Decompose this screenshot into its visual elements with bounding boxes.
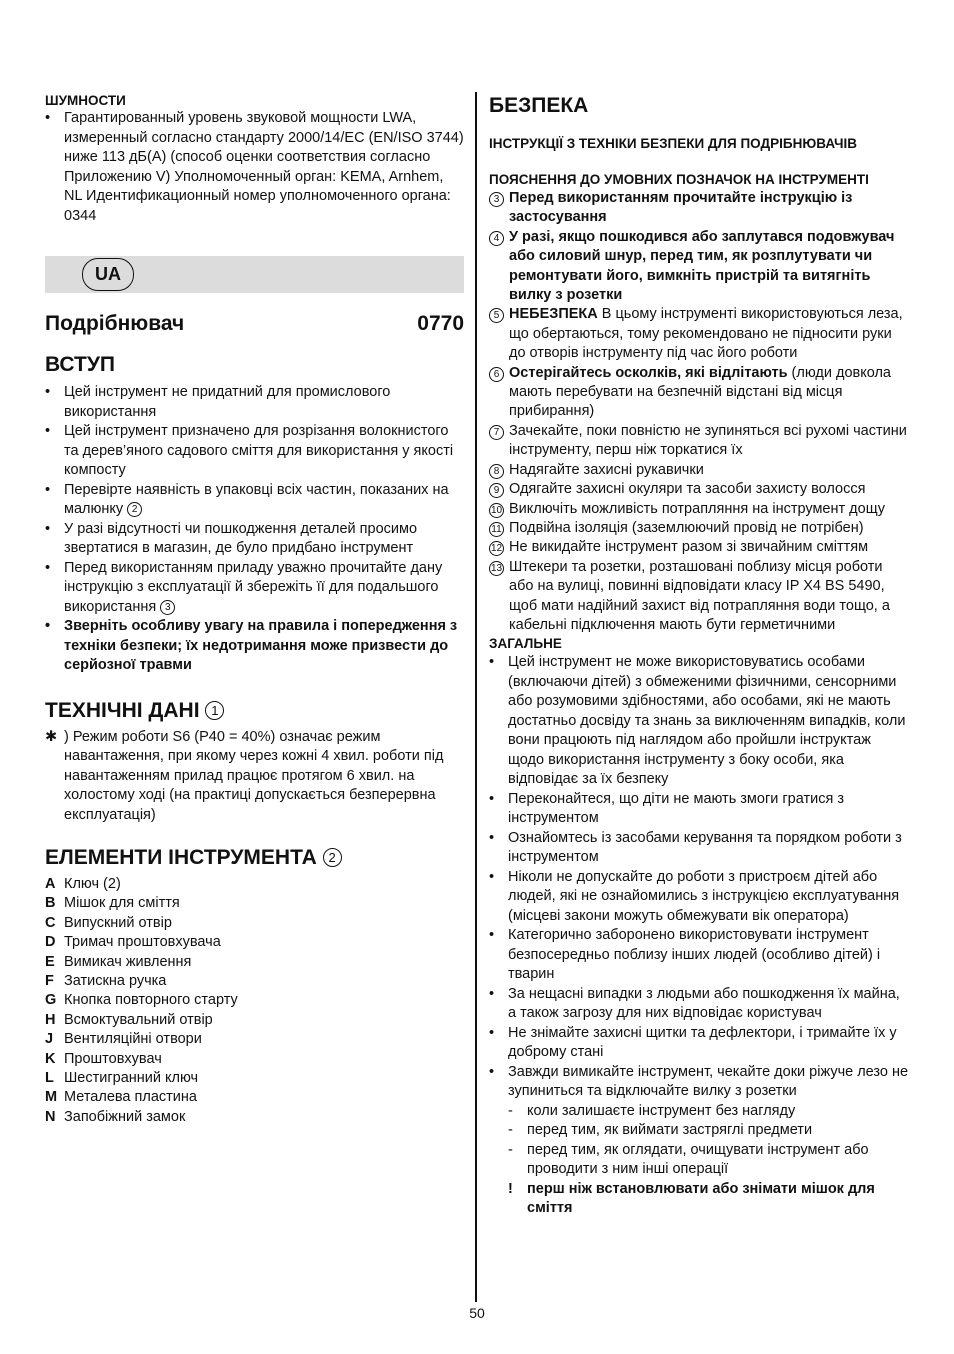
part-item <box>45 1088 464 1107</box>
part-item <box>45 953 464 972</box>
general-list <box>489 653 910 1102</box>
intro-bullet <box>45 559 464 618</box>
symbol-text: Штекери та розетки, розташовані поблизу місця роботи або на вулиці, повинні відповідати класу IP X4 BS 5490, щоб мати надійний захист від потрапляння води тощо, а кабельні підключення мають бути герметичними <box>509 558 890 633</box>
general-bullet: • Категорично заборонено використовувати інструмент безпосередньо поблизу інших людей (особливо дітей) і тварин <box>489 926 910 985</box>
symbol-text: Не викидайте інструмент разом зі звичайним сміттям <box>509 539 869 556</box>
part-item <box>45 1108 464 1127</box>
intro-bullet-text: Перевірте наявність в упаковці всіх частин, показаних на малюнку <box>64 481 449 517</box>
part-label: Всмоктувальний отвір <box>64 1011 213 1028</box>
tech-section <box>45 697 464 826</box>
intro-bold-bullet: • Зверніть особливу увагу на правила і попередження з техніки безпеки; їх недотримання може призвести до серйозної травми <box>45 617 464 676</box>
part-item <box>45 875 464 894</box>
symbol-item <box>489 558 910 636</box>
symbol-text: Подвійна ізоляція (заземлюючий провід не потрібен) <box>509 519 864 536</box>
intro-section <box>45 351 464 676</box>
symbol-item <box>489 500 910 519</box>
symbol-number: 10 <box>490 504 503 516</box>
general-bullet: • Ознайомтесь із засобами керування та порядком роботи з інструментом <box>489 829 910 868</box>
symbols-subheading: ПОЯСНЕННЯ ДО УМОВНИХ ПОЗНАЧОК НА ІНСТРУМЕНТІ <box>489 172 869 187</box>
part-key: G <box>45 992 57 1009</box>
part-label: Запобіжний замок <box>64 1108 186 1125</box>
part-key: F <box>45 973 54 990</box>
elements-heading-text: ЕЛЕМЕНТИ ІНСТРУМЕНТА <box>45 846 317 869</box>
part-label: Ключ (2) <box>64 876 121 892</box>
figure-ref: 3 <box>160 600 175 615</box>
symbol-item <box>489 422 910 461</box>
part-label: Шестигранний ключ <box>64 1070 199 1087</box>
noise-heading: ШУМНОСТИ <box>45 93 126 108</box>
part-label: Вентиляційні отвори <box>64 1031 202 1048</box>
tech-data-text <box>45 728 464 826</box>
safety-subheading: ІНСТРУКЦІЇ З ТЕХНІКИ БЕЗПЕКИ ДЛЯ ПОДРІБНЮВАЧІВ <box>489 136 858 151</box>
general-subsection <box>489 1102 910 1219</box>
part-label: Випускний отвір <box>64 914 172 931</box>
symbol-item <box>489 480 910 499</box>
general-bullet: • Ніколи не допускайте до роботи з пристроєм дітей або людей, які не ознайомились з інструкцією експлуатування (місцеві закони можуть обмежувати вік оператора) <box>489 868 910 927</box>
symbol-number: 4 <box>489 231 504 246</box>
part-key: K <box>45 1050 56 1067</box>
symbol-item <box>489 189 910 228</box>
language-badge: UA <box>82 258 134 291</box>
product-header <box>45 311 464 337</box>
part-item <box>45 1069 464 1088</box>
symbol-item <box>489 228 910 306</box>
symbol-item <box>489 461 910 480</box>
symbol-number: 5 <box>489 308 504 323</box>
symbol-number: 7 <box>489 425 504 440</box>
part-label: Проштовхувач <box>64 1050 162 1067</box>
symbol-number: 3 <box>489 192 504 207</box>
figure-ref: 2 <box>323 848 342 867</box>
tech-heading-text: ТЕХНІЧНІ ДАНІ <box>45 698 200 722</box>
symbol-bold-text: Остерігайтесь осколків, які відлітають <box>509 364 788 381</box>
general-heading: ЗАГАЛЬНЕ <box>489 636 562 652</box>
warning-text: перш ніж встановлювати або знімати мішок для сміття <box>527 1180 875 1217</box>
part-key: C <box>45 914 56 931</box>
safety-heading: БЕЗПЕКА <box>489 94 589 117</box>
part-key: J <box>45 1031 54 1048</box>
symbol-number: 13 <box>490 562 503 574</box>
general-bullet: • Завжди вимикайте інструмент, чекайте доки ріжуче лезо не зупиниться та відключайте вилку з розетки <box>489 1063 910 1102</box>
page-number: 50 <box>469 1305 485 1321</box>
part-item <box>45 914 464 933</box>
general-sub-item: - коли залишаєте інструмент без нагляду <box>508 1102 910 1122</box>
symbol-text: Виключіть можливість потрапляння на інструмент дощу <box>509 500 886 517</box>
part-item <box>45 933 464 952</box>
elements-heading <box>45 844 464 872</box>
parts-list <box>45 875 464 1127</box>
intro-bullet-text: Перед використанням приладу уважно прочитайте дану інструкцію з експлуатації й збережіть її для подальшого використання <box>64 559 443 615</box>
part-label: Металева пластина <box>64 1089 197 1106</box>
general-bullet: • За нещасні випадки з людьми або пошкодження їх майна, а також загрозу для них відповідає користувач <box>489 985 910 1024</box>
part-key: N <box>45 1108 56 1125</box>
product-name: Подрібнювач <box>45 312 185 335</box>
intro-bullet: • Цей інструмент призначено для розрізання волокнистого та дерев’яного садового сміття для використання у якості компосту <box>45 422 464 481</box>
symbol-text: Надягайте захисні рукавички <box>509 461 704 478</box>
symbol-text: Одягайте захисні окуляри та засоби захисту волосся <box>509 481 866 498</box>
symbol-bold-text: Перед використанням прочитайте інструкцію із застосування <box>509 190 853 226</box>
symbol-number: 9 <box>489 483 504 498</box>
part-key: H <box>45 1011 56 1028</box>
symbols-list <box>489 189 910 635</box>
part-key: A <box>45 876 56 892</box>
part-key: E <box>45 953 55 970</box>
general-sub-item: - перед тим, як виймати застряглі предмети <box>508 1121 910 1141</box>
symbol-item <box>489 305 910 363</box>
noise-text: • Гарантированный уровень звуковой мощности LWA, измеренный согласно стандарту 2000/14/EC (EN/ISO 3744) ниже 113 дБ(A) (способ оценки соответствия согласно Приложению V) Уполномоченный орган: KEMA, Arnhem, NL Идентификационный номер уполномоченного органа: 0344 <box>45 109 464 226</box>
general-bullet: • Цей інструмент не може використовуватись особами (включаючи дітей) з обмеженими фізичними, сенсорними або розумовими здібностями, або особами, які не мають достатньо досвіду та знань за виключенням випадків, коли вони працюють під наглядом або пройшли інструктаж щодо використання інструменту з боку особи, яка відповідає за їх безпеку <box>489 653 910 790</box>
general-bullet: • Переконайтеся, що діти не мають змоги гратися з інструментом <box>489 790 910 829</box>
symbol-item <box>489 519 910 538</box>
right-column <box>489 92 910 1219</box>
symbol-text: (люди довкола мають перебувати на безпечній відстані від місця прибирання) <box>509 364 891 420</box>
symbol-bold-text: У разі, якщо пошкодився або заплутався подовжувач або силовий шнур, перед тим, як розплутувати чи ремонтувати його, вимкніть пристрій та витягніть вилку з розетки <box>509 228 895 304</box>
noise-list <box>45 109 464 226</box>
symbol-item <box>489 364 910 422</box>
symbol-number: 12 <box>490 543 503 555</box>
general-sub-list <box>508 1102 910 1180</box>
part-label: Тримач проштовхувача <box>64 934 221 951</box>
symbol-number: 11 <box>489 522 504 537</box>
product-code: 0770 <box>417 312 464 335</box>
tech-heading <box>45 697 464 725</box>
part-label: Мішок для сміття <box>64 895 180 912</box>
symbol-text: Зачекайте, поки повністю не зупиняться всі рухомі частини інструменту, перш ніж торкатися їх <box>509 422 907 459</box>
symbol-item <box>489 538 910 557</box>
symbol-number: 8 <box>489 464 504 479</box>
intro-bullet: • Цей інструмент не придатний для промислового використання <box>45 383 464 422</box>
general-bullet: • Не знімайте захисні щитки та дефлектори, і тримайте їх у доброму стані <box>489 1024 910 1063</box>
part-key: B <box>45 895 56 912</box>
language-bar <box>45 256 464 293</box>
part-label: Кнопка повторного старту <box>64 992 238 1009</box>
part-item <box>45 894 464 913</box>
intro-bullet: • У разі відсутності чи пошкодження деталей просимо звертатися в магазин, де було придбано інструмент <box>45 520 464 559</box>
intro-list <box>45 383 464 676</box>
left-column <box>45 92 464 1127</box>
figure-ref: 2 <box>127 502 142 517</box>
part-label: Вимикач живлення <box>64 953 192 970</box>
intro-bullet <box>45 481 464 520</box>
exclamation-icon: ! <box>508 1180 513 1197</box>
part-item <box>45 991 464 1010</box>
symbol-text: В цьому інструменті використовуються леза, що обертаються, тому рекомендовано не підносити руки до отворів інструменту під час його роботи <box>509 306 903 362</box>
column-divider <box>475 92 477 1302</box>
part-key: M <box>45 1089 58 1106</box>
part-item <box>45 1011 464 1030</box>
tech-text: ) Режим роботи S6 (P40 = 40%) означає режим навантаження, при якому через кожні 4 хвил. роботи під навантаженням прилад працює протягом 6 хвил. на холостому ході (на практиці допускається безперервна експлуатація) <box>64 728 444 823</box>
general-sub-item: - перед тим, як оглядати, очищувати інструмент або проводити з ним інші операції <box>508 1141 910 1180</box>
part-item <box>45 1030 464 1049</box>
part-item <box>45 1050 464 1069</box>
general-warning <box>508 1180 910 1219</box>
symbol-bold-text: НЕБЕЗПЕКА <box>509 306 598 323</box>
part-key: D <box>45 934 56 951</box>
symbol-number: 6 <box>489 367 504 382</box>
part-label: Затискна ручка <box>64 973 167 990</box>
part-item <box>45 972 464 991</box>
intro-heading: ВСТУП <box>45 353 115 376</box>
asterisk-icon: ✱ <box>45 728 58 745</box>
figure-ref: 1 <box>205 701 224 720</box>
elements-section <box>45 844 464 1127</box>
part-key: L <box>45 1070 54 1087</box>
